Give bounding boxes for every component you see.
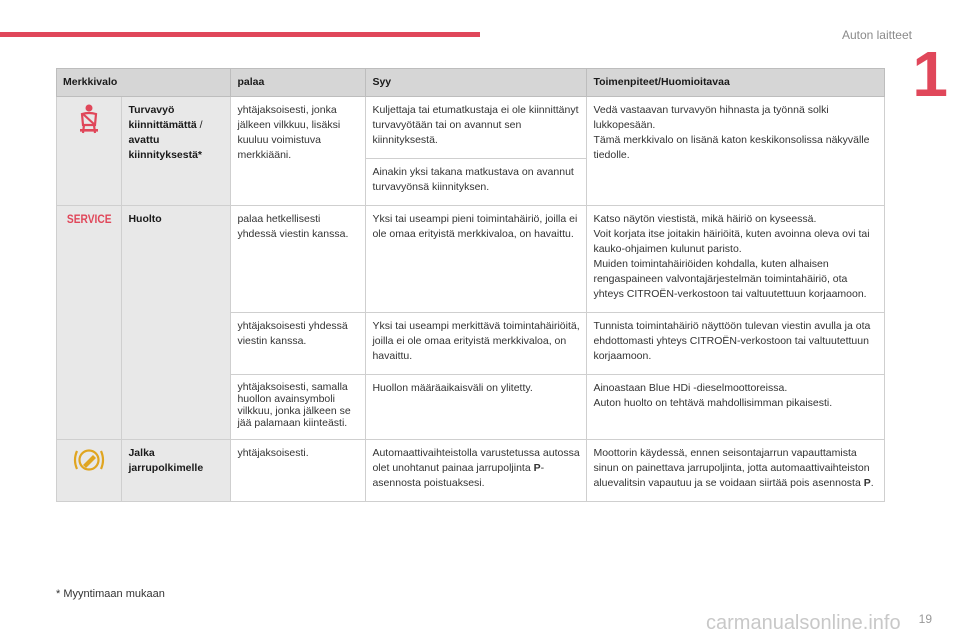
service-warning-icon: SERVICE — [66, 212, 112, 226]
table-row-service-1 — [57, 206, 885, 313]
table-row-seatbelt — [57, 97, 885, 159]
brake-syy — [366, 440, 587, 502]
seatbelt-syy-rear: Ainakin yksi takana matkustava on avannut turvavyönsä kiinnityksen. — [366, 159, 587, 206]
service-palaa-1: palaa hetkellisesti yhdessä viestin kanssa. — [231, 206, 366, 313]
service-name: Huolto — [122, 206, 231, 440]
service-action-line: Tunnista toimintahäiriö näyttöön tulevan viestin avulla ja ota ehdottomasti yhteys CITROËN-verkostoon tai valtuutettuun korjaamoon. — [593, 320, 871, 362]
column-header-palaa: palaa — [231, 69, 366, 97]
column-header-toimenpiteet: Toimenpiteet/Huomioitavaa — [587, 69, 885, 97]
service-action-line: Katso näytön viestistä, mikä häiriö on kyseessä. — [593, 213, 817, 225]
seatbelt-warning-icon — [75, 103, 103, 140]
service-syy-1: Yksi tai useampi pieni toimintahäiriö, joilla ei ole omaa erityistä merkkivaloa, on havaittu. — [366, 206, 587, 313]
seatbelt-name-part-2: avattu kiinnityksestä* — [128, 134, 203, 161]
seatbelt-icon-cell — [57, 97, 122, 206]
service-syy-2: Yksi tai useampi merkittävä toimintahäiriöitä, joilla ei ole omaa erityistä merkkivaloa, on havaittu. — [366, 313, 587, 375]
brake-toimenpiteet — [587, 440, 885, 502]
footnote: * Myyntimaan mukaan — [56, 588, 165, 600]
seatbelt-action-line: Tämä merkkivalo on lisänä katon keskikonsolissa näkyvälle tiedolle. — [593, 134, 870, 161]
brake-name: Jalka jarrupolkimelle — [122, 440, 231, 502]
brake-action-gear: P — [863, 477, 871, 489]
column-header-merkkivalo: Merkkivalo — [57, 69, 231, 97]
section-title: Auton laitteet — [841, 28, 912, 42]
seatbelt-syy-front: Kuljettaja tai etumatkustaja ei ole kiinnittänyt turvavyötään tai on avannut sen kiinnityksestä. — [366, 97, 587, 159]
brake-palaa: yhtäjaksoisesti. — [231, 440, 366, 502]
service-action-line: Muiden toimintahäiriöiden kohdalla, kuten alhaisen rengaspaineen valvontajärjestelmän toimintahäiriö, ota yhteys CITROËN-verkostoon tai valtuutettuun korjaamoon. — [593, 258, 867, 300]
seatbelt-name-separator: / — [196, 119, 203, 131]
seatbelt-name — [122, 97, 231, 206]
chapter-number: 1 — [912, 38, 948, 110]
brake-pedal-warning-icon — [72, 446, 106, 479]
service-action-line: Voit korjata itse joitakin häiriöitä, kuten avoinna oleva ovi tai kauko-ohjaimen kulunut paristo. — [593, 228, 870, 255]
brake-action-text: Moottorin käydessä, ennen seisontajarrun vapauttamista sinun on painettava jarrupoljinta, jotta automaattivaihteiston aluevalitsin vapautuu ja se voidaan siirtää pois asennosta — [593, 447, 870, 489]
service-toimenpiteet-1 — [587, 206, 885, 313]
service-toimenpiteet-2 — [587, 313, 885, 375]
brake-syy-gear: P — [533, 462, 541, 474]
watermark: carmanualsonline.info — [706, 612, 901, 634]
service-palaa-3: yhtäjaksoisesti, samalla huollon avainsymboli vilkkuu, jonka jälkeen se jää palamaan kiinteästi. — [231, 375, 366, 440]
top-accent-rule — [0, 32, 480, 37]
seatbelt-action-line: Vedä vastaavan turvavyön hihnasta ja työnnä solki lukkopesään. — [593, 104, 829, 131]
brake-syy-text: Automaattivaihteistolla varustetussa autossa olet unohtanut painaa jarrupoljinta — [372, 447, 580, 474]
service-syy-3: Huollon määräaikaisväli on ylitetty. — [366, 375, 587, 440]
seatbelt-name-part-1: Turvavyö kiinnittämättä — [128, 104, 197, 131]
seatbelt-palaa: yhtäjaksoisesti, jonka jälkeen vilkkuu, lisäksi kuuluu voimistuva merkkiääni. — [231, 97, 366, 206]
service-toimenpiteet-3 — [587, 375, 885, 440]
service-action-line: Auton huolto on tehtävä mahdollisimman pikaisesti. — [593, 397, 833, 409]
column-header-syy: Syy — [366, 69, 587, 97]
table-header-row — [57, 69, 885, 97]
brake-action-text-end: . — [870, 477, 874, 489]
service-palaa-2: yhtäjaksoisesti yhdessä viestin kanssa. — [231, 313, 366, 375]
brake-icon-cell — [57, 440, 122, 502]
service-icon-cell — [57, 206, 122, 440]
table-row-brake — [57, 440, 885, 502]
page-number: 19 — [918, 612, 932, 626]
brake-syy-text-end: -asennosta poistuaksesi. — [372, 462, 545, 489]
seatbelt-toimenpiteet — [587, 97, 885, 206]
warning-lights-table — [56, 68, 885, 502]
service-action-line: Ainoastaan Blue HDi -dieselmoottoreissa. — [593, 382, 788, 394]
